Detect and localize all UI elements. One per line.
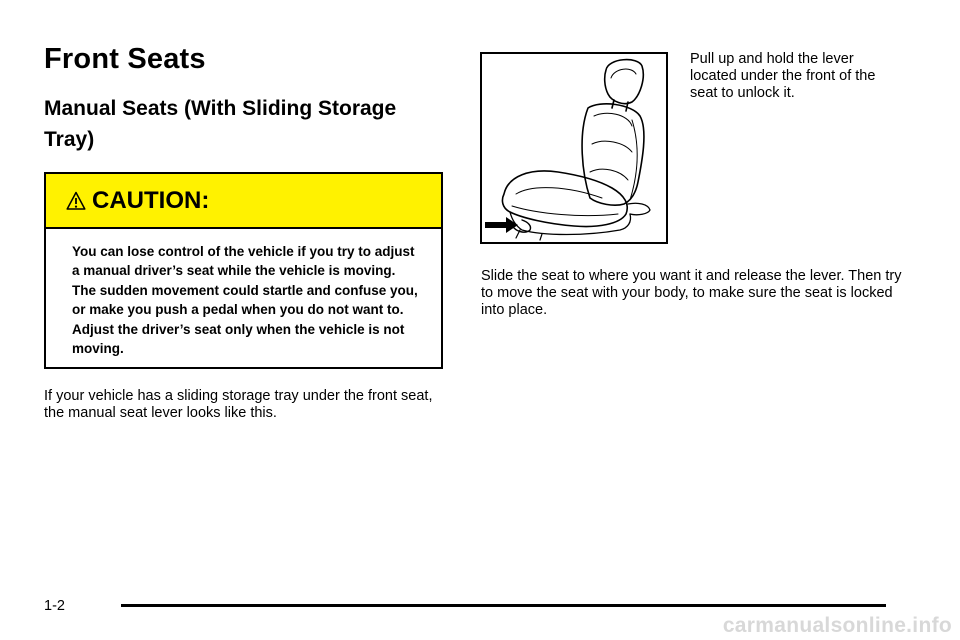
watermark: carmanualsonline.info (722, 614, 952, 637)
caution-box (44, 172, 443, 369)
intro-paragraph: If your vehicle has a sliding storage tray under the front seat, the manual seat lever looks like this. (44, 388, 433, 421)
caution-text: You can lose control of the vehicle if you try to adjust a manual driver’s seat while the vehicle is moving. The sudden movement could startle and confuse you, or make you push a pedal when you do not want to. Adjust the driver’s seat only when the vehicle is not moving. (72, 244, 418, 357)
page-number: 1-2 (44, 598, 65, 614)
page-title: Front Seats (44, 43, 206, 75)
caution-header (46, 174, 441, 229)
seat-lever-illustration (480, 52, 668, 244)
section-title: Manual Seats (With Sliding Storage Tray) (44, 97, 397, 151)
warning-triangle-icon (66, 191, 86, 211)
instruction-paragraph-1: Pull up and hold the lever located under the front of the seat to unlock it. (690, 51, 876, 101)
footer-rule (121, 604, 886, 607)
caution-title: CAUTION: (92, 186, 210, 214)
instruction-paragraph-2: Slide the seat to where you want it and release the lever. Then try to move the seat with your body, to make sure the seat is locked into place. (481, 268, 902, 318)
